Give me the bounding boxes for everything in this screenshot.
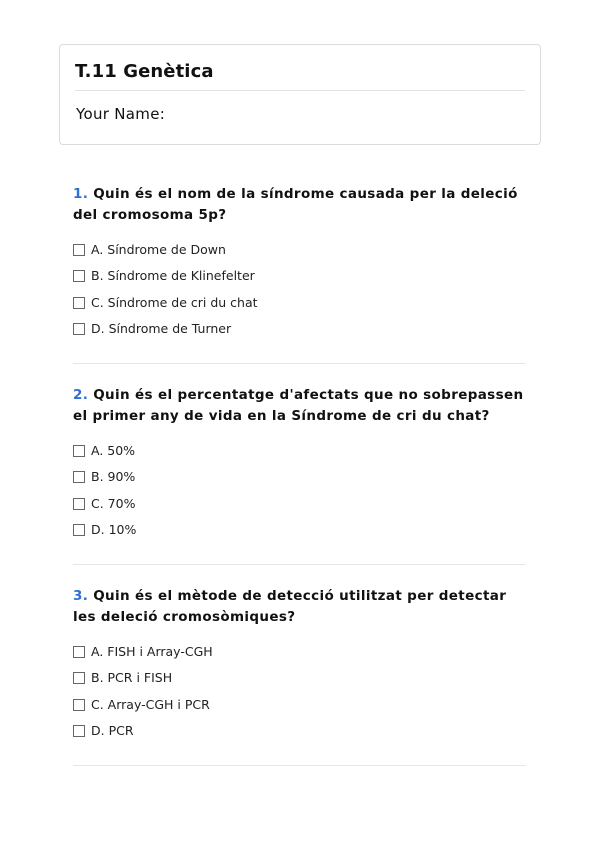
option-2c[interactable] bbox=[73, 490, 526, 517]
option-label: C. Array-CGH i PCR bbox=[91, 696, 210, 712]
checkbox[interactable] bbox=[73, 445, 85, 457]
checkbox[interactable] bbox=[73, 471, 85, 483]
question-prompt: Quin és el nom de la síndrome causada per la deleció del cromosoma 5p? bbox=[73, 186, 518, 223]
option-3d[interactable] bbox=[73, 718, 526, 745]
option-2d[interactable] bbox=[73, 517, 526, 544]
option-3b[interactable] bbox=[73, 665, 526, 692]
option-label: A. FISH i Array-CGH bbox=[91, 643, 213, 659]
option-label: D. PCR bbox=[91, 723, 134, 739]
question-3 bbox=[73, 586, 526, 766]
option-1d[interactable] bbox=[73, 316, 526, 343]
checkbox[interactable] bbox=[73, 323, 85, 335]
option-list bbox=[73, 437, 526, 543]
option-3a[interactable] bbox=[73, 638, 526, 665]
option-list bbox=[73, 236, 526, 342]
checkbox[interactable] bbox=[73, 297, 85, 309]
checkbox[interactable] bbox=[73, 725, 85, 737]
checkbox[interactable] bbox=[73, 498, 85, 510]
question-number: 3. bbox=[73, 588, 89, 604]
checkbox[interactable] bbox=[73, 244, 85, 256]
question-1 bbox=[73, 184, 526, 364]
question-1-text bbox=[73, 184, 526, 226]
header-divider bbox=[75, 90, 525, 91]
option-1c[interactable] bbox=[73, 289, 526, 316]
checkbox[interactable] bbox=[73, 646, 85, 658]
option-list bbox=[73, 638, 526, 744]
option-label: D. Síndrome de Turner bbox=[91, 321, 232, 337]
option-label: D. 10% bbox=[91, 522, 137, 538]
question-prompt: Quin és el mètode de detecció utilitzat per detectar les deleció cromosòmiques? bbox=[73, 588, 507, 625]
option-label: B. 90% bbox=[91, 469, 136, 485]
option-label: A. Síndrome de Down bbox=[91, 241, 226, 257]
question-number: 1. bbox=[73, 186, 89, 202]
question-2 bbox=[73, 385, 526, 565]
quiz-title: T.11 Genètica bbox=[75, 61, 214, 82]
question-prompt: Quin és el percentatge d'afectats que no sobrepassen el primer any de vida en la Síndrome de cri du chat? bbox=[73, 387, 524, 424]
option-label: C. 70% bbox=[91, 495, 136, 511]
question-2-text bbox=[73, 385, 526, 427]
question-list bbox=[73, 184, 526, 787]
checkbox[interactable] bbox=[73, 270, 85, 282]
option-label: C. Síndrome de cri du chat bbox=[91, 294, 258, 310]
question-3-text bbox=[73, 586, 526, 628]
option-label: B. PCR i FISH bbox=[91, 670, 173, 686]
checkbox[interactable] bbox=[73, 699, 85, 711]
option-1a[interactable] bbox=[73, 236, 526, 263]
option-label: B. Síndrome de Klinefelter bbox=[91, 268, 255, 284]
checkbox[interactable] bbox=[73, 524, 85, 536]
option-2a[interactable] bbox=[73, 437, 526, 464]
checkbox[interactable] bbox=[73, 672, 85, 684]
option-1b[interactable] bbox=[73, 263, 526, 290]
name-field-label: Your Name: bbox=[76, 105, 166, 123]
option-2b[interactable] bbox=[73, 464, 526, 491]
question-number: 2. bbox=[73, 387, 89, 403]
option-label: A. 50% bbox=[91, 442, 136, 458]
option-3c[interactable] bbox=[73, 691, 526, 718]
quiz-header-card bbox=[59, 44, 541, 145]
